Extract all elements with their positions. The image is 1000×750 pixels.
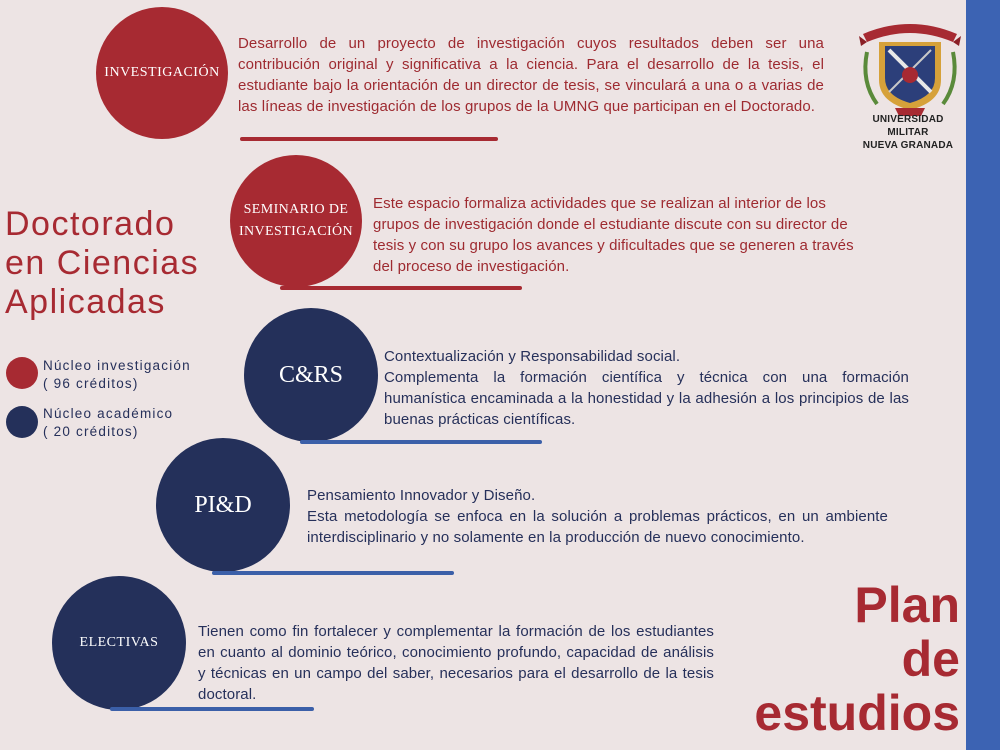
pid-underline <box>212 571 454 575</box>
crs-description <box>384 346 909 430</box>
seminario-label-line-2: INVESTIGACIÓN <box>238 224 354 239</box>
legend-academic-dot <box>6 406 38 438</box>
pid-circle <box>156 438 290 572</box>
pid-text: Esta metodología se enfoca en la solución a problemas prácticos, en un ambiente interdisciplinario y no solamente en la producción de nuevo conocimiento. <box>307 508 888 546</box>
crs-circle <box>244 308 378 442</box>
seminario-description: Este espacio formaliza actividades que se realizan al interior de los grupos de investigación donde el estudiante discute con su director de tesis y con su grupo los avances y dificultades que se generen a través del proceso de investigación. <box>373 195 854 275</box>
program-title <box>5 205 199 322</box>
investigacion-circle <box>96 7 228 139</box>
investigacion-label: INVESTIGACIÓN <box>104 65 220 80</box>
plan-de-estudios-title: Plan de estudios <box>754 577 960 741</box>
pid-label: PI&D <box>194 491 252 518</box>
title-line-3: Aplicadas <box>5 283 166 321</box>
electivas-label: ELECTIVAS <box>79 635 159 650</box>
electivas-underline <box>110 707 314 711</box>
university-name: UNIVERSIDAD MILITAR NUEVA GRANADA <box>862 114 954 151</box>
right-accent-bar <box>966 0 1000 750</box>
seminario-underline <box>280 286 522 290</box>
seminario-label-line-1: SEMINARIO DE <box>243 202 349 217</box>
investigacion-description: Desarrollo de un proyecto de investigación cuyos resultados deben ser una contribución original y significativa a la ciencia. Para el desarrollo de la tesis, el estudiante bajo la orientación de un director de tesis, se vinculará a una o a varias de las líneas de investigación de los grupos de la UMNG que participan en el Doctorado. <box>238 35 824 115</box>
pid-description <box>307 485 888 548</box>
legend-academic: Núcleo académico ( 20 créditos) <box>43 406 174 439</box>
legend-research: Núcleo investigación ( 96 créditos) <box>43 358 191 391</box>
legend-research-dot <box>6 357 38 389</box>
electivas-circle <box>52 576 186 710</box>
crs-text: Complementa la formación científica y técnica con una formación humanística encaminada a la honestidad y la adhesión a los principios de las buenas prácticas científicas. <box>384 369 909 428</box>
crs-heading: Contextualización y Responsabilidad social. <box>384 348 681 365</box>
pid-heading: Pensamiento Innovador y Diseño. <box>307 487 536 504</box>
title-line-1: Doctorado <box>5 205 176 243</box>
crs-underline <box>300 440 542 444</box>
seminario-circle <box>230 155 362 287</box>
title-line-2: en Ciencias <box>5 244 200 282</box>
investigacion-underline <box>240 137 498 141</box>
electivas-description: Tienen como fin fortalecer y complementar la formación de los estudiantes en cuanto al dominio teórico, conocimiento profundo, capacidad de análisis y técnicas en un campo del saber, necesarios para el desarrollo de la tesis doctoral. <box>198 623 714 703</box>
crs-label: C&RS <box>278 361 344 388</box>
